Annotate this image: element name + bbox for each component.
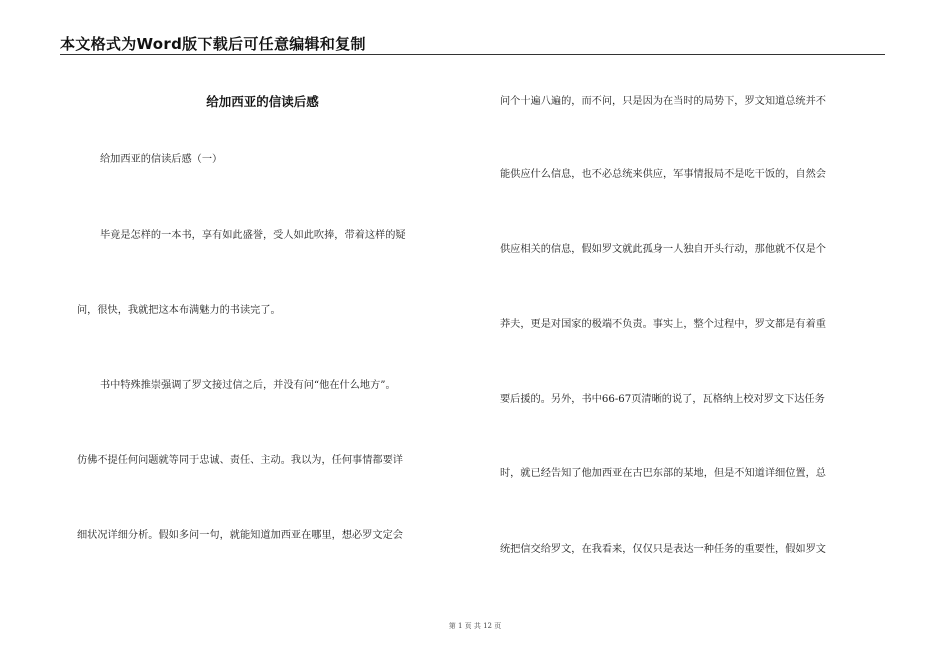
left-column-line: 书中特殊推崇强调了罗文接过信之后，并没有问“他在什么地方”。 <box>100 380 396 391</box>
left-column-line: 毕竟是怎样的一本书，享有如此盛誉，受人如此吹捧，带着这样的疑 <box>100 230 406 241</box>
page-number: 第 1 页 共 12 页 <box>448 622 502 630</box>
right-column-line: 要后援的。另外，书中66-67页清晰的说了，瓦格纳上校对罗文下达任务 <box>500 394 825 405</box>
right-column-line: 供应相关的信息，假如罗文就此孤身一人独自开头行动，那他就不仅是个 <box>500 244 826 255</box>
right-column-line: 莽夫，更是对国家的极端不负责。事实上，整个过程中，罗文都是有着重 <box>500 319 826 330</box>
header-banner: 本文格式为Word版下载后可任意编辑和复制 <box>60 35 366 53</box>
right-column-line: 能供应什么信息，也不必总统来供应，军事情报局不是吃干饭的，自然会 <box>500 169 826 180</box>
right-column-line: 问个十遍八遍的，而不问，只是因为在当时的局势下，罗文知道总统并不 <box>500 96 826 107</box>
left-column-line: 问，很快，我就把这本布满魅力的书读完了。 <box>77 305 281 316</box>
right-column-line: 统把信交给罗文，在我看来，仅仅只是表达一种任务的重要性，假如罗文 <box>500 544 826 555</box>
document-title: 给加西亚的信读后感 <box>206 94 319 109</box>
left-column-line: 仿佛不提任何问题就等同于忠诚、责任、主动。我以为，任何事情都要详 <box>77 455 403 466</box>
header-divider <box>60 54 885 55</box>
right-column-line: 时，就已经告知了他加西亚在古巴东部的某地，但是不知道详细位置，总 <box>500 468 826 479</box>
left-column-line: 细状况详细分析。假如多问一句，就能知道加西亚在哪里，想必罗文定会 <box>77 530 403 541</box>
left-column-line: 给加西亚的信读后感（一） <box>100 154 223 165</box>
